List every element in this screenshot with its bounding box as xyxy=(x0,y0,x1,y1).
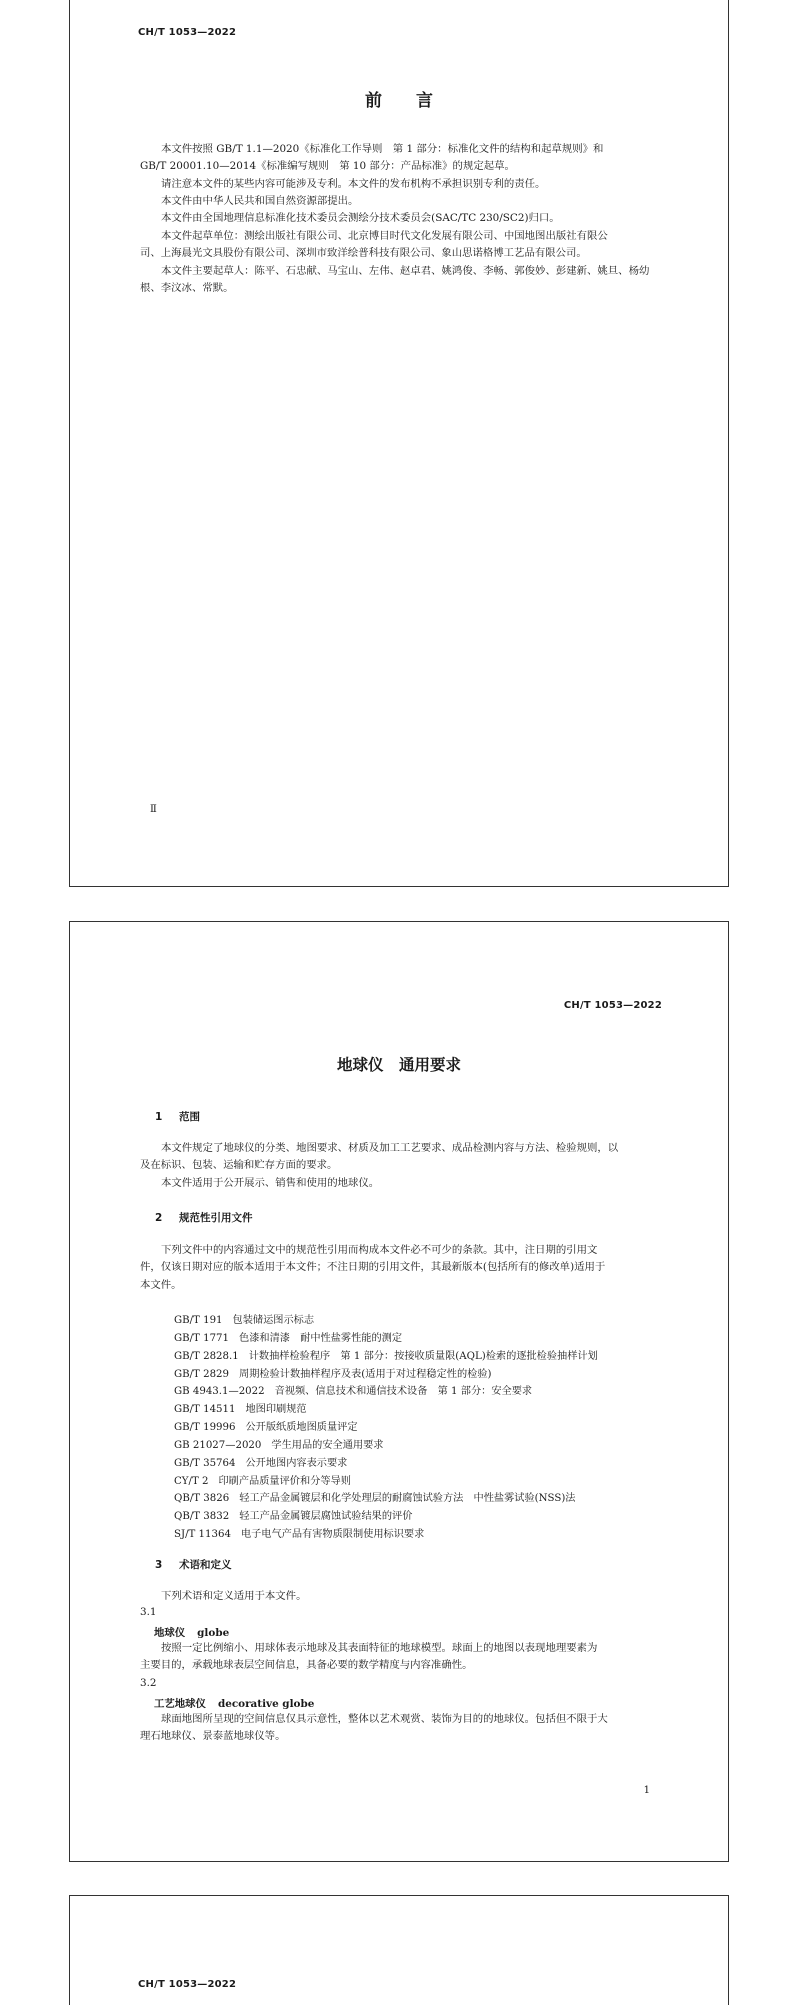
reference-item: GB 21027—2020 学生用品的安全通用要求 xyxy=(174,1439,384,1451)
page-number: Ⅱ xyxy=(150,804,157,815)
term-number: 3.1 xyxy=(140,1606,157,1618)
document-title: 地球仪 通用要求 xyxy=(336,1056,461,1074)
reference-item: GB/T 191 包装储运图示标志 xyxy=(174,1315,315,1326)
page-header: CH/T 1053—2022 xyxy=(138,1979,237,1990)
page-header: CH/T 1053—2022 xyxy=(138,27,237,38)
reference-item: GB/T 19996 公开版纸质地图质量评定 xyxy=(174,1422,358,1434)
reference-item: GB/T 2829 周期检验计数抽样程序及表(适用于对过程稳定性的检验) xyxy=(174,1368,492,1380)
foreword-paragraph: 本文件主要起草人：陈平、石忠献、马宝山、左伟、赵卓君、姚鸿俊、李畅、郭俊妙、彭建新、姚旦、杨幼 根、李汶冰、常默。 xyxy=(140,265,650,295)
reference-item: GB/T 35764 公开地图内容表示要求 xyxy=(174,1457,348,1469)
foreword-paragraph: 请注意本文件的某些内容可能涉及专利。本文件的发布机构不承担识别专利的责任。 xyxy=(161,178,546,190)
term-number: 3.2 xyxy=(140,1677,157,1689)
page-title: 前 言 xyxy=(365,91,433,111)
terms-intro: 下列术语和定义适用于本文件。 xyxy=(161,1590,307,1602)
section-heading-scope: 1 范围 xyxy=(155,1111,200,1123)
scope-paragraph: 本文件适用于公开展示、销售和使用的地球仪。 xyxy=(161,1177,380,1189)
term-definition: 按照一定比例缩小、用球体表示地球及其表面特征的地球模型。球面上的地图以表现地理要素为 主要目的，承载地球表层空间信息，具备必要的数学精度与内容准确性。 xyxy=(140,1642,598,1672)
page-next xyxy=(69,1895,729,2005)
reference-item: GB/T 2828.1 计数抽样检验程序 第 1 部分：按接收质量限(AQL)检索的逐批检验抽样计划 xyxy=(174,1350,598,1362)
page-main xyxy=(69,921,729,1862)
references-intro: 下列文件中的内容通过文中的规范性引用而构成本文件必不可少的条款。其中，注日期的引用文 件，仅该日期对应的版本适用于本文件；不注日期的引用文件，其最新版本(包括所有的修改单)适用于 本文件。 xyxy=(140,1244,606,1291)
reference-item: GB/T 14511 地图印刷规范 xyxy=(174,1404,307,1416)
term-name: 地球仪 globe xyxy=(154,1627,230,1639)
reference-item: QB/T 3832 轻工产品金属镀层腐蚀试验结果的评价 xyxy=(174,1511,413,1523)
reference-item: QB/T 3826 轻工产品金属镀层和化学处理层的耐腐蚀试验方法 中性盐雾试验(NSS)法 xyxy=(174,1493,576,1505)
term-definition: 球面地图所呈现的空间信息仅具示意性，整体以艺术观赏、装饰为目的的地球仪。包括但不限于大 理石地球仪、景泰蓝地球仪等。 xyxy=(140,1713,608,1743)
foreword-paragraph: 本文件起草单位：测绘出版社有限公司、北京博目时代文化发展有限公司、中国地图出版社有限公 司、上海晨光文具股份有限公司、深圳市致洋绘普科技有限公司、象山思诺格博工艺品有限公司。 xyxy=(140,230,608,260)
page-number: 1 xyxy=(643,1785,650,1796)
reference-item: GB 4943.1—2022 音视频、信息技术和通信技术设备 第 1 部分：安全要求 xyxy=(174,1386,533,1398)
term-name: 工艺地球仪 decorative globe xyxy=(154,1698,315,1710)
page-foreword xyxy=(69,0,729,887)
section-heading-terms: 3 术语和定义 xyxy=(155,1559,232,1571)
foreword-paragraph: 本文件由全国地理信息标准化技术委员会测绘分技术委员会(SAC/TC 230/SC2)归口。 xyxy=(161,212,560,224)
reference-item: GB/T 1771 色漆和清漆 耐中性盐雾性能的测定 xyxy=(174,1332,403,1344)
foreword-paragraph: 本文件由中华人民共和国自然资源部提出。 xyxy=(161,195,359,207)
reference-item: CY/T 2 印刷产品质量评价和分等导则 xyxy=(174,1475,351,1487)
scope-paragraph: 本文件规定了地球仪的分类、地图要求、材质及加工工艺要求、成品检测内容与方法、检验规则，以 及在标识、包装、运输和贮存方面的要求。 xyxy=(140,1142,619,1172)
reference-item: SJ/T 11364 电子电气产品有害物质限制使用标识要求 xyxy=(174,1529,425,1541)
page-header: CH/T 1053—2022 xyxy=(563,1000,662,1011)
foreword-paragraph: 本文件按照 GB/T 1.1—2020《标准化工作导则 第 1 部分：标准化文件的结构和起草规则》和 GB/T 20001.10—2014《标准编写规则 第 10 部分：产品标准》的规定起草。 xyxy=(140,143,604,173)
reference-list xyxy=(174,1312,598,1544)
section-heading-normative-references: 2 规范性引用文件 xyxy=(155,1212,253,1224)
